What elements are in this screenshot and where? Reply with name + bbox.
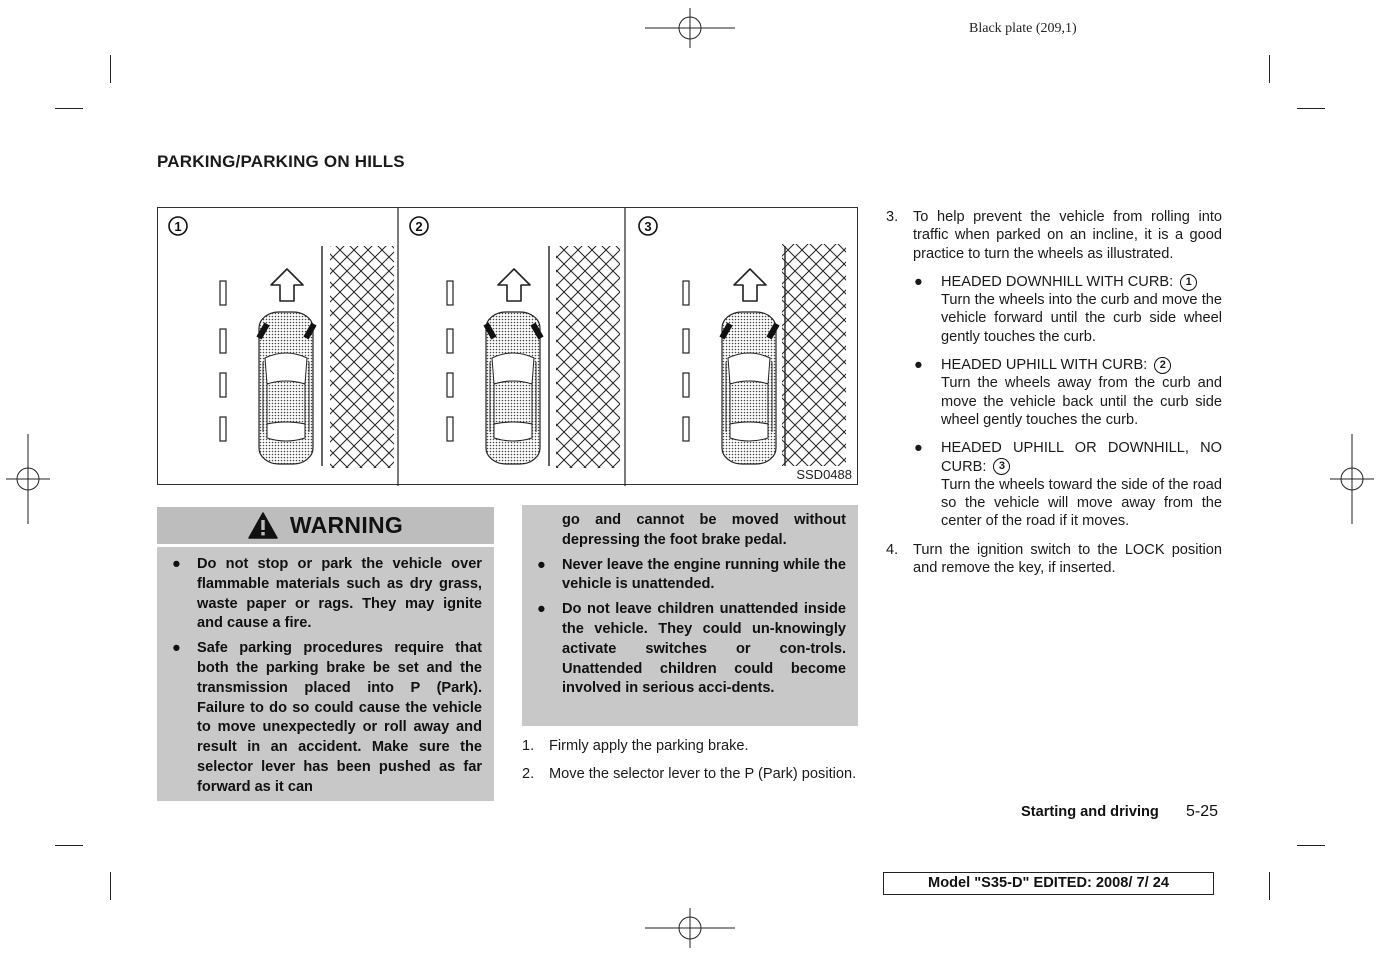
warning-box-continued bbox=[522, 505, 858, 726]
step-number: 2. bbox=[522, 766, 535, 783]
bullet-item bbox=[913, 273, 1222, 346]
warning-item-text: Safe parking procedures require that both the parking brake be set and the transmission placed into P (Park). Failure to do so could cause the vehicle to move unexpectedly or roll away and result in an accident. Make sure the selector lever has been pushed as far forward as it can bbox=[197, 640, 482, 795]
parking-illustration bbox=[157, 207, 858, 485]
step-item bbox=[886, 208, 1222, 263]
steps-right bbox=[886, 208, 1222, 587]
registration-mark-right bbox=[1330, 434, 1374, 524]
step-number: 3. bbox=[886, 209, 899, 225]
panel-1 bbox=[169, 208, 398, 486]
figure-code: SSD0488 bbox=[796, 467, 852, 482]
warning-item-text: Do not leave children unattended inside the vehicle. They could un-knowingly activate switches or con-trols. Unattended children could become involved in serious acci-dents. bbox=[562, 601, 846, 697]
warning-title: WARNING bbox=[289, 512, 404, 538]
registration-mark-bottom bbox=[645, 908, 735, 948]
crop-mark bbox=[55, 108, 83, 109]
warning-continuation-text: go and cannot be moved without depressing the foot brake pedal. bbox=[562, 512, 846, 548]
panel-3-label: 3 bbox=[644, 219, 652, 234]
warning-item bbox=[169, 555, 482, 634]
crop-mark bbox=[55, 845, 83, 846]
model-info-box: Model "S35-D" EDITED: 2008/ 7/ 24 bbox=[883, 872, 1214, 895]
bullet-text: Turn the wheels toward the side of the road so the vehicle will move away from the center of the road if it moves. bbox=[941, 476, 1222, 530]
warning-item-text: Do not stop or park the vehicle over flammable materials such as dry grass, waste paper or rags. They may ignite and cause a fire. bbox=[197, 556, 482, 632]
bullet-icon: ● bbox=[172, 556, 181, 572]
panel-2-label: 2 bbox=[415, 219, 423, 234]
bullet-text: Turn the wheels into the curb and move the vehicle forward until the curb side wheel gently touches the curb. bbox=[941, 292, 1222, 345]
step-number: 4. bbox=[886, 541, 899, 558]
ref-number-3: 3 bbox=[993, 458, 1010, 475]
warning-list-continued bbox=[522, 511, 858, 704]
crop-mark bbox=[1269, 55, 1270, 83]
step-text: Firmly apply the parking brake. bbox=[549, 738, 749, 754]
bullet-title: HEADED DOWNHILL WITH CURB: bbox=[941, 273, 1174, 290]
crop-mark bbox=[110, 55, 111, 83]
bullet-icon: ● bbox=[914, 440, 923, 457]
bullet-item bbox=[913, 439, 1222, 530]
ref-number-1: 1 bbox=[1180, 274, 1197, 291]
registration-mark-top bbox=[645, 8, 735, 48]
registration-mark-left bbox=[6, 434, 50, 524]
warning-continuation bbox=[534, 511, 846, 551]
bullet-text: Turn the wheels away from the curb and move the vehicle back until the curb side wheel gently touches the curb. bbox=[941, 375, 1222, 428]
crop-mark bbox=[110, 872, 111, 900]
step-item bbox=[522, 765, 858, 783]
step-text: To help prevent the vehicle from rolling into traffic when parked on an incline, it is a good practice to turn the wheels as illustrated. bbox=[913, 209, 1222, 262]
steps-left bbox=[522, 737, 858, 794]
step-item bbox=[886, 541, 1222, 578]
panel-1-label: 1 bbox=[174, 219, 182, 234]
step3-bullets bbox=[886, 273, 1222, 531]
step-text: Move the selector lever to the P (Park) position. bbox=[549, 766, 857, 783]
bullet-icon: ● bbox=[537, 556, 546, 573]
warning-triangle-icon bbox=[248, 512, 278, 539]
bullet-title: HEADED UPHILL WITH CURB: bbox=[941, 357, 1148, 374]
footer-section: Starting and driving bbox=[1021, 804, 1159, 820]
warning-header bbox=[157, 507, 494, 547]
bullet-icon: ● bbox=[914, 357, 923, 374]
bullet-icon: ● bbox=[172, 640, 181, 657]
crop-mark bbox=[1269, 872, 1270, 900]
crop-mark bbox=[1297, 845, 1325, 846]
warning-item-text: Never leave the engine running while the vehicle is unattended. bbox=[562, 556, 846, 593]
plate-label: Black plate (209,1) bbox=[969, 21, 1077, 36]
warning-box bbox=[157, 507, 494, 801]
panel-3 bbox=[639, 217, 846, 466]
step-number: 1. bbox=[522, 738, 535, 754]
warning-list bbox=[157, 555, 494, 803]
bullet-icon: ● bbox=[537, 601, 546, 618]
ref-number-2: 2 bbox=[1154, 357, 1171, 374]
page-title: PARKING/PARKING ON HILLS bbox=[157, 152, 405, 171]
warning-item bbox=[534, 600, 846, 699]
step-text: Turn the ignition switch to the LOCK position and remove the key, if inserted. bbox=[913, 541, 1222, 577]
step-item bbox=[522, 737, 858, 755]
panel-2 bbox=[410, 208, 625, 486]
warning-item bbox=[534, 556, 846, 596]
warning-item bbox=[169, 639, 482, 797]
bullet-title: HEADED UPHILL OR DOWNHILL, NO CURB: bbox=[941, 440, 1222, 475]
bullet-item bbox=[913, 356, 1222, 429]
illustration-svg bbox=[158, 208, 859, 486]
bullet-icon: ● bbox=[914, 273, 923, 290]
crop-mark bbox=[1297, 108, 1325, 109]
page-number: 5-25 bbox=[1186, 803, 1219, 820]
